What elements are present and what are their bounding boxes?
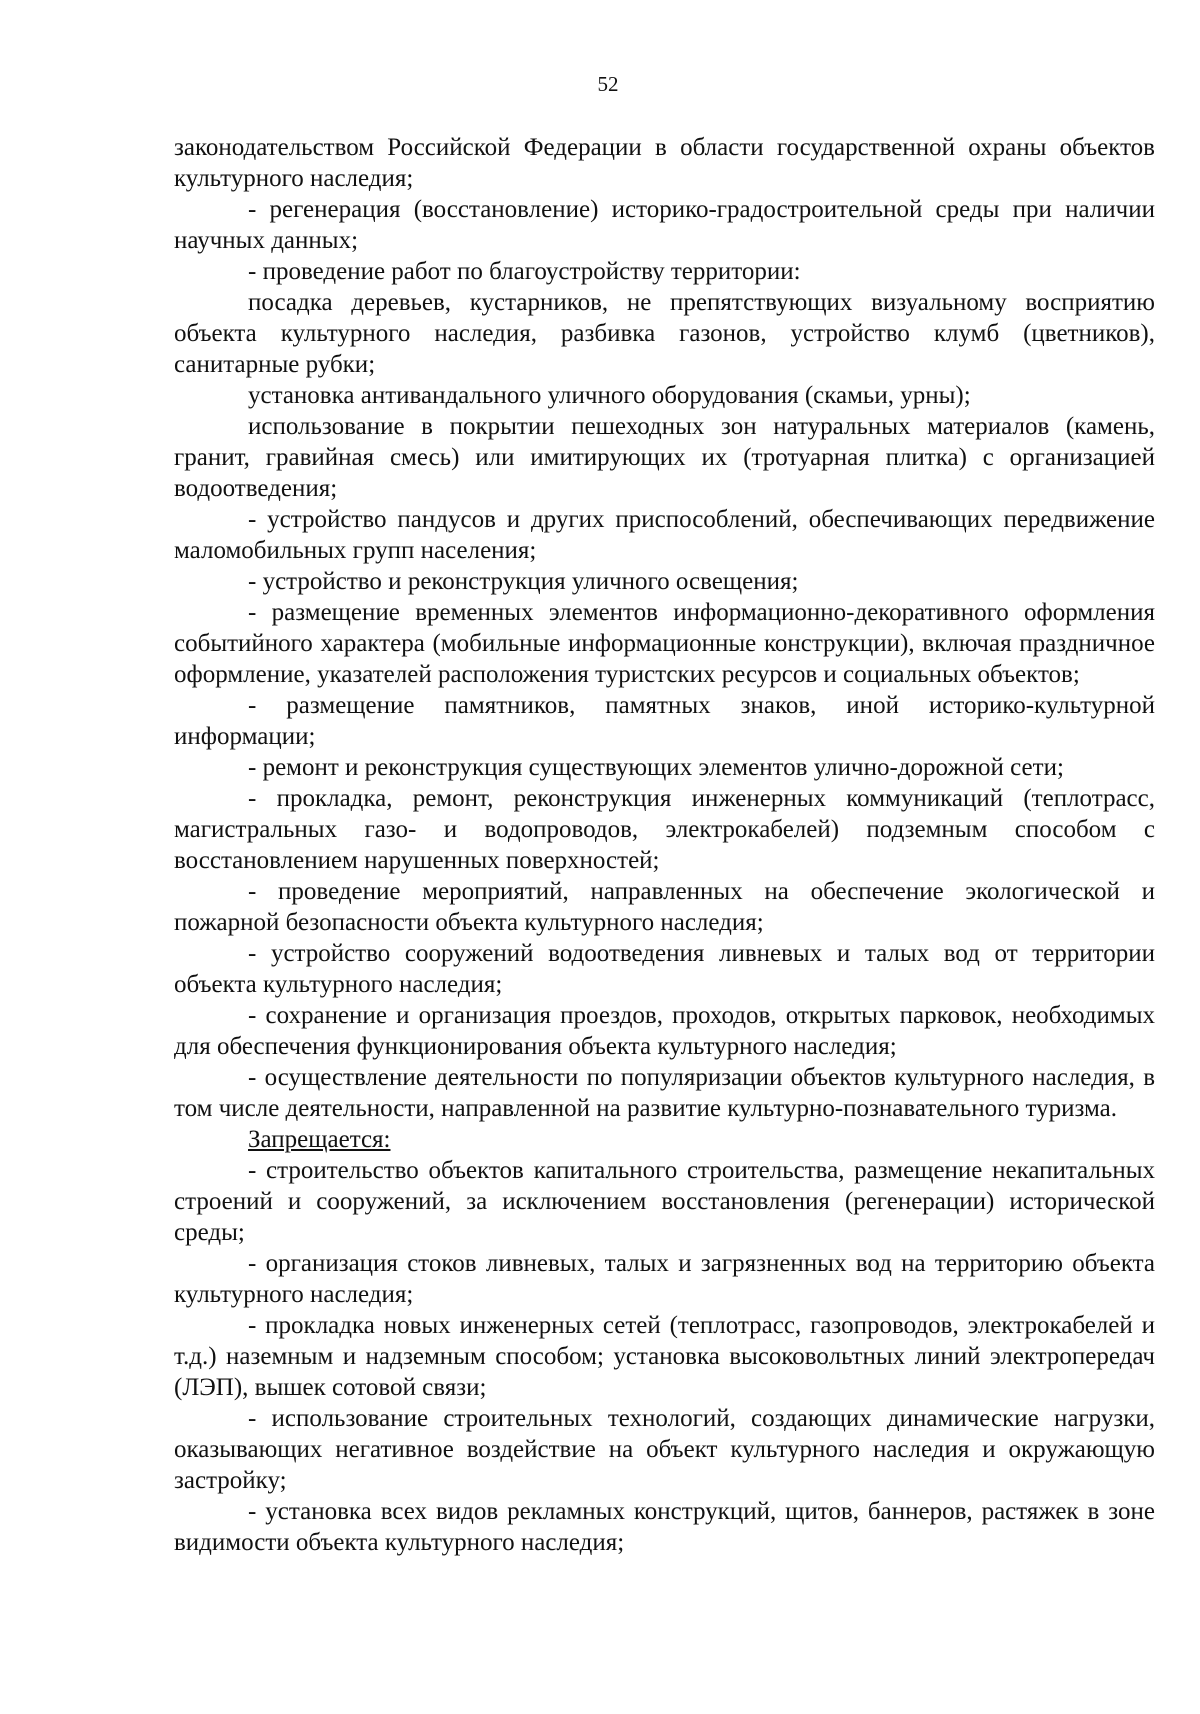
document-body	[174, 132, 1155, 1558]
list-item: - устройство сооружений водоотведения ливневых и талых вод от территории объекта культурного наследия;	[174, 940, 1155, 998]
paragraph: использование в покрытии пешеходных зон натуральных материалов (камень, гранит, гравийная смесь) или имитирующих их (тротуарная плитка) с организацией водоотведения;	[174, 413, 1155, 502]
list-item: - прокладка, ремонт, реконструкция инженерных коммуникаций (теплотрасс, магистральных газо- и водопроводов, электрокабелей) подземным способом с восстановлением нарушенных поверхностей;	[174, 785, 1155, 874]
paragraph: посадка деревьев, кустарников, не препятствующих визуальному восприятию объекта культурного наследия, разбивка газонов, устройство клумб (цветников), санитарные рубки;	[174, 289, 1155, 378]
section-heading-prohibited	[174, 1124, 1155, 1155]
list-item: - устройство пандусов и других приспособлений, обеспечивающих передвижение маломобильных групп населения;	[174, 506, 1155, 564]
list-item: - сохранение и организация проездов, проходов, открытых парковок, необходимых для обеспечения функционирования объекта культурного наследия;	[174, 1002, 1155, 1060]
list-item: - ремонт и реконструкция существующих элементов улично-дорожной сети;	[248, 754, 1064, 781]
list-item: - размещение временных элементов информационно-декоративного оформления событийного характера (мобильные информационные конструкции), включая праздничное оформление, указателей расположения туристских ресурсов и социальных объектов;	[174, 599, 1155, 688]
list-item: - использование строительных технологий, создающих динамические нагрузки, оказывающих негативное воздействие на объект культурного наследия и окружающую застройку;	[174, 1405, 1155, 1494]
list-item: - размещение памятников, памятных знаков, иной историко-культурной информации;	[174, 692, 1155, 750]
paragraph: установка антивандального уличного оборудования (скамьи, урны);	[248, 382, 971, 409]
list-item: - устройство и реконструкция уличного освещения;	[248, 568, 799, 595]
page-number: 52	[597, 72, 619, 96]
list-item: - прокладка новых инженерных сетей (теплотрасс, газопроводов, электрокабелей и т.д.) наземным и надземным способом; установка высоковольтных линий электропередач (ЛЭП), вышек сотовой связи;	[174, 1312, 1155, 1401]
paragraph: законодательством Российской Федерации в области государственной охраны объектов культурного наследия;	[174, 134, 1155, 192]
list-item: - установка всех видов рекламных конструкций, щитов, баннеров, растяжек в зоне видимости объекта культурного наследия;	[174, 1498, 1155, 1556]
list-item: - проведение работ по благоустройству территории:	[248, 258, 801, 285]
list-item: - проведение мероприятий, направленных на обеспечение экологической и пожарной безопасности объекта культурного наследия;	[174, 878, 1155, 936]
list-item: - осуществление деятельности по популяризации объектов культурного наследия, в том числе деятельности, направленной на развитие культурно-познавательного туризма.	[174, 1064, 1155, 1122]
list-item: - строительство объектов капитального строительства, размещение некапитальных строений и сооружений, за исключением восстановления (регенерации) исторической среды;	[174, 1157, 1155, 1246]
section-heading-text: Запрещается:	[248, 1126, 391, 1153]
list-item: - регенерация (восстановление) историко-градостроительной среды при наличии научных данных;	[174, 196, 1155, 254]
list-item: - организация стоков ливневых, талых и загрязненных вод на территорию объекта культурного наследия;	[174, 1250, 1155, 1308]
